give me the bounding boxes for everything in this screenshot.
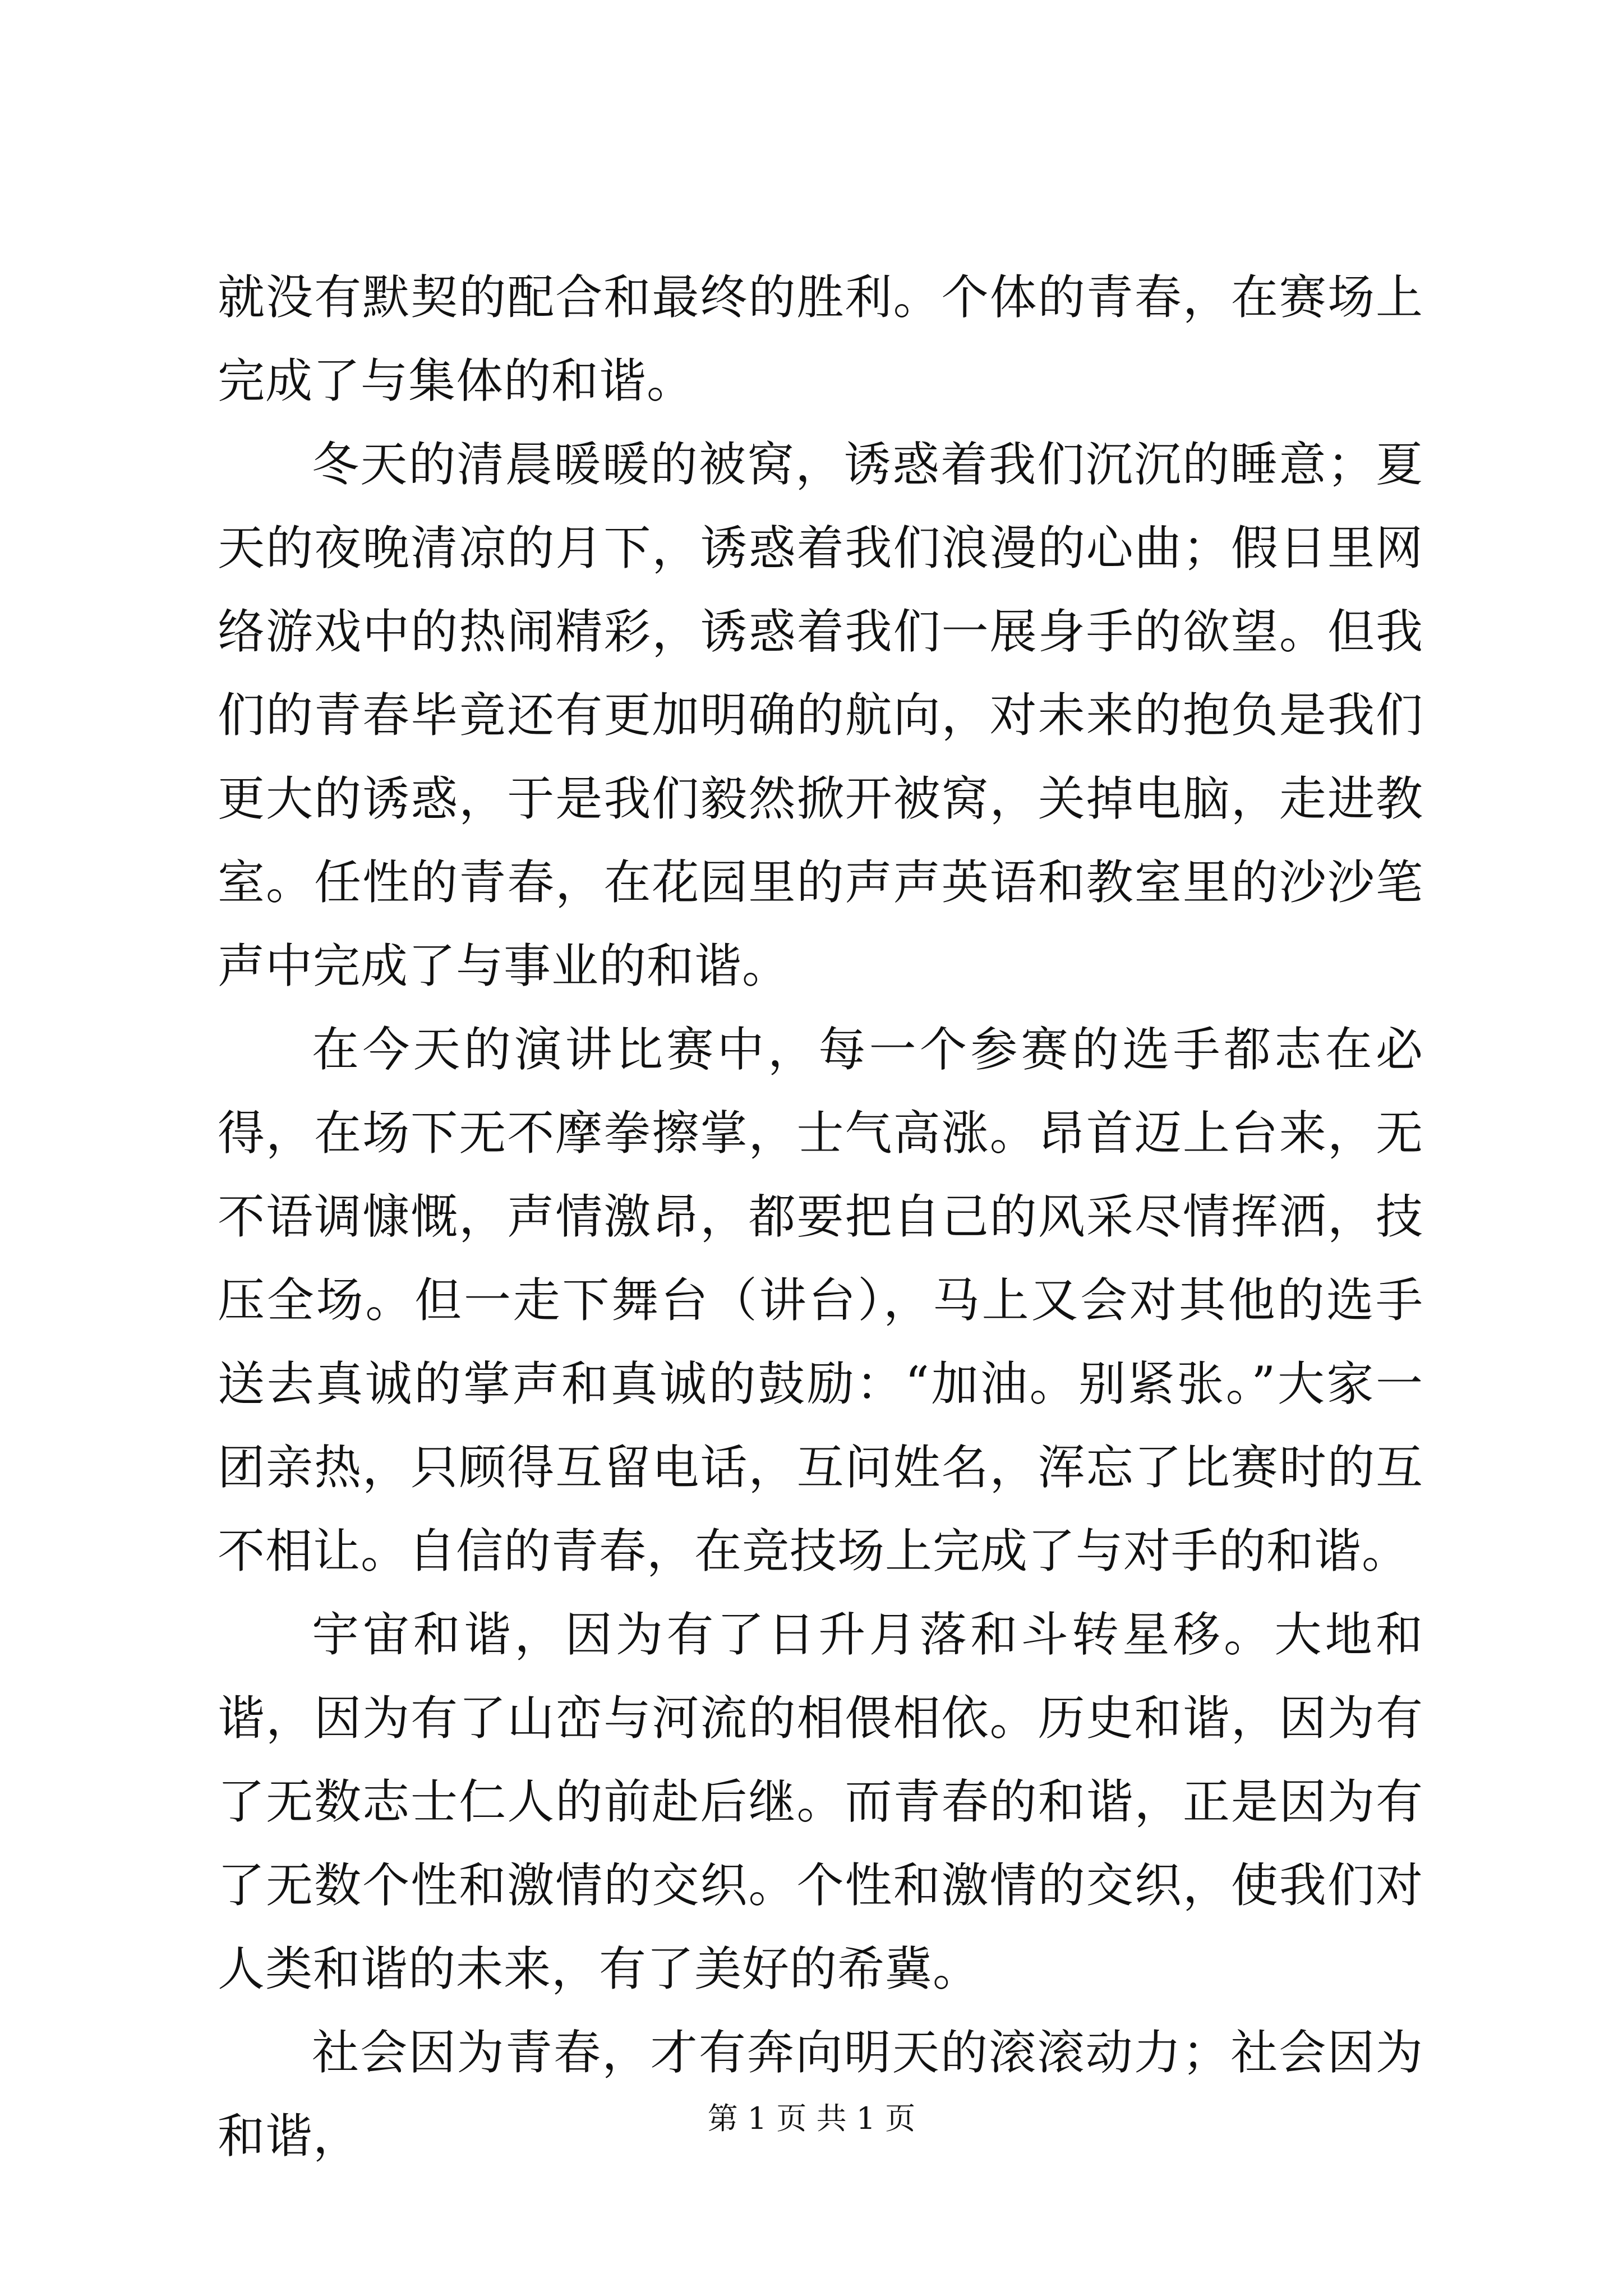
paragraph-4: 宇宙和谐，因为有了日升月落和斗转星移。大地和谐，因为有了山峦与河流的相偎相依。历史和谐，因为有了无数志士仁人的前赴后继。而青春的和谐，正是因为有了无数个性和激情的交织。个性和激情的交织，使我们对人类和谐的未来，有了美好的希冀。 bbox=[218, 1607, 1423, 1996]
paragraph-3: 在今天的演讲比赛中，每一个参赛的选手都志在必得，在场下无不摩拳擦掌，士气高涨。昂首迈上台来，无不语调慷慨，声情激昂，都要把自己的风采尽情挥洒，技压全场。但一走下舞台（讲台），马上又会对其他的选手送去真诚的掌声和真诚的鼓励：“加油。别紧张。”大家一团亲热，只顾得互留电话，互问姓名，浑忘了比赛时的互不相让。自信的青春，在竞技场上完成了与对手的和谐。 bbox=[218, 1022, 1423, 1579]
document-body bbox=[218, 256, 1423, 2178]
paragraph-2: 冬天的清晨暖暖的被窝，诱惑着我们沉沉的睡意；夏天的夜晚清凉的月下，诱惑着我们浪漫的心曲；假日里网络游戏中的热闹精彩，诱惑着我们一展身手的欲望。但我们的青春毕竟还有更加明确的航向，对未来的抱负是我们更大的诱惑，于是我们毅然掀开被窝，关掉电脑，走进教室。任性的青春，在花园里的声声英语和教室里的沙沙笔声中完成了与事业的和谐。 bbox=[218, 437, 1423, 993]
paragraph-5: 社会因为青春，才有奔向明天的滚滚动力；社会因为和谐， bbox=[218, 2025, 1423, 2164]
paragraph-1: 就没有默契的配合和最终的胜利。个体的青春，在赛场上完成了与集体的和谐。 bbox=[218, 270, 1423, 408]
page-number-footer: 第 1 页 共 1 页 bbox=[707, 2101, 916, 2136]
